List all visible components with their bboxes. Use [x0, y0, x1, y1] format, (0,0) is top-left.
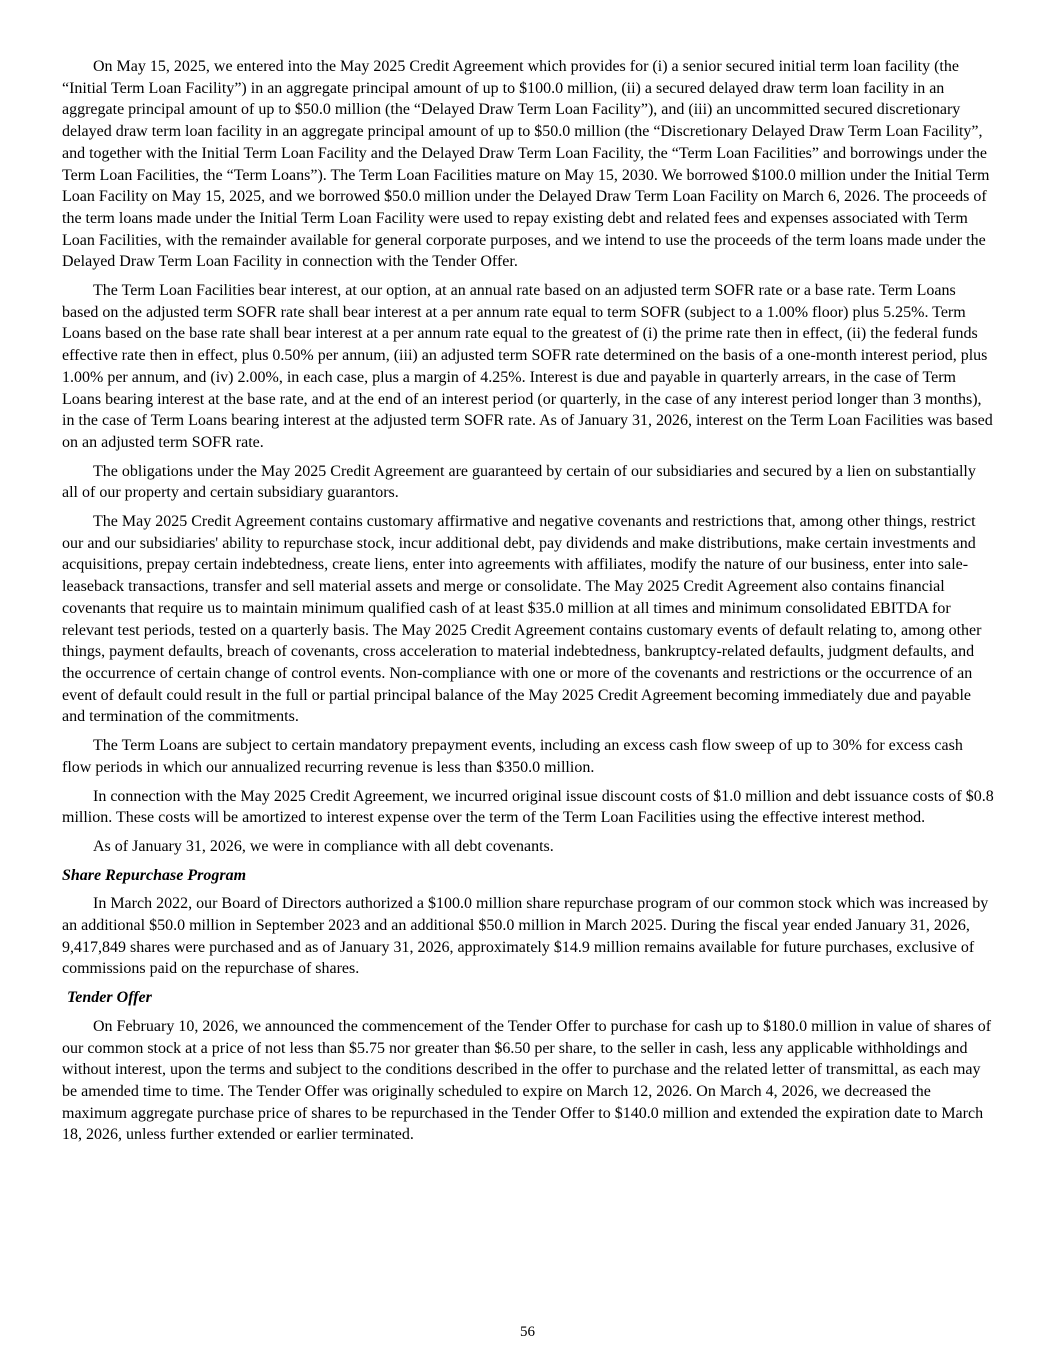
- heading-tender-offer: Tender Offer: [67, 989, 152, 1007]
- paragraph-covenants-and-restrictions: The May 2025 Credit Agreement contains customary affirmative and negative covenants and restrictions that, among other things, restrict our and our subsidiaries' ability to repurchase stock, incur additional debt, pay dividends and make distributions, make certain investments and acquisitions, prepay certain indebtedness, create liens, enter into agreements with affiliates, modify the nature of our business, enter into sale-leaseback transactions, transfer and sell material assets and merge or consolidate. The May 2025 Credit Agreement also contains financial covenants that require us to maintain minimum qualified cash of at least $35.0 million at all times and minimum consolidated EBITDA for relevant test periods, tested on a quarterly basis. The May 2025 Credit Agreement contains customary events of default relating to, among other things, payment defaults, breach of covenants, cross acceleration to material indebtedness, bankruptcy-related defaults, judgment defaults, and the occurrence of certain change of control events. Non-compliance with one or more of the covenants and restrictions or the occurrence of an event of default could result in the full or partial principal balance of the May 2025 Credit Agreement becoming immediately due and payable and termination of the commitments.: [62, 513, 982, 726]
- paragraph-debt-covenant-compliance: As of January 31, 2026, we were in compliance with all debt covenants.: [93, 837, 554, 855]
- page-content: [62, 56, 994, 1153]
- paragraph-mandatory-prepayment-events: The Term Loans are subject to certain mandatory prepayment events, including an excess cash flow sweep of up to 30% for excess cash flow periods in which our annualized recurring revenue is less than $350.0 million.: [62, 737, 963, 776]
- heading-share-repurchase-program: Share Repurchase Program: [62, 866, 247, 884]
- paragraph-share-repurchase-program: In March 2022, our Board of Directors authorized a $100.0 million share repurchase program of our common stock which was increased by an additional $50.0 million in September 2023 and an additional $50.0 million in March 2025. During the fiscal year ended January 31, 2026, 9,417,849 shares were purchased and as of January 31, 2026, approximately $14.9 million remains available for future purchases, exclusive of commissions paid on the repurchase of shares.: [62, 895, 989, 978]
- paragraph-may-2025-credit-agreement-overview: On May 15, 2025, we entered into the May 2025 Credit Agreement which provides for (i) a senior secured initial term loan facility (the “Initial Term Loan Facility”) in an aggregate principal amount of up to $100.0 million, (ii) a secured delayed draw term loan facility in an aggregate principal amount of up to $50.0 million (the “Delayed Draw Term Loan Facility”), and (iii) an uncommitted secured discretionary delayed draw term loan facility in an aggregate principal amount of up to $50.0 million (the “Discretionary Delayed Draw Term Loan Facility”, and together with the Initial Term Loan Facility and the Delayed Draw Term Loan Facility, the “Term Loan Facilities” and borrowings under the Term Loan Facilities, the “Term Loans”). The Term Loan Facilities mature on May 15, 2030. We borrowed $100.0 million under the Initial Term Loan Facility on May 15, 2025, and we borrowed $50.0 million under the Delayed Draw Term Loan Facility on March 6, 2026. The proceeds of the term loans made under the Initial Term Loan Facility were used to repay existing debt and related fees and expenses associated with Term Loan Facilities, with the remainder available for general corporate purposes, and we intend to use the proceeds of the term loans made under the Delayed Draw Term Loan Facility in connection with the Tender Offer.: [62, 58, 990, 271]
- paragraph-issue-discount-costs: In connection with the May 2025 Credit Agreement, we incurred original issue discount costs of $1.0 million and debt issuance costs of $0.8 million. These costs will be amortized to interest expense over the term of the Term Loan Facilities using the effective interest method.: [62, 787, 994, 827]
- paragraph-tender-offer: On February 10, 2026, we announced the commencement of the Tender Offer to purchase for cash up to $180.0 million in value of shares of our common stock at a price of not less than $5.75 nor greater than $6.50 per share, to the seller in cash, less any applicable withholdings and without interest, upon the terms and subject to the conditions described in the offer to purchase and the related letter of transmittal, as each may be amended time to time. The Tender Offer was originally scheduled to expire on March 12, 2026. On March 4, 2026, we decreased the maximum aggregate purchase price of shares to be repurchased in the Tender Offer to $140.0 million and extended the expiration date to March 18, 2026, unless further extended or earlier terminated.: [62, 1017, 992, 1144]
- paragraph-term-loan-interest-rates: The Term Loan Facilities bear interest, at our option, at an annual rate based on an adjusted term SOFR rate or a base rate. Term Loans based on the adjusted term SOFR rate shall bear interest at a per annum rate equal to term SOFR (subject to a 1.00% floor) plus 5.25%. Term Loans based on the base rate shall bear interest at a per annum rate equal to the greatest of (i) the prime rate then in effect, (ii) the federal funds effective rate then in effect, plus 0.50% per annum, (iii) an adjusted term SOFR rate determined on the basis of a one-month interest period, plus 1.00% per annum, and (iv) 2.00%, in each case, plus a margin of 4.25%. Interest is due and payable in quarterly arrears, in the case of Term Loans bearing interest at the base rate, and at the end of an interest period (or quarterly, in the case of any interest period longer than 3 months), in the case of Term Loans bearing interest at the adjusted term SOFR rate. As of January 31, 2026, interest on the Term Loan Facilities was based on an adjusted term SOFR rate.: [62, 282, 993, 451]
- paragraph-obligations-guarantees: The obligations under the May 2025 Credit Agreement are guaranteed by certain of our subsidiaries and secured by a lien on substantially all of our property and certain subsidiary guarantors.: [62, 462, 976, 502]
- page-number: 56: [520, 1324, 535, 1340]
